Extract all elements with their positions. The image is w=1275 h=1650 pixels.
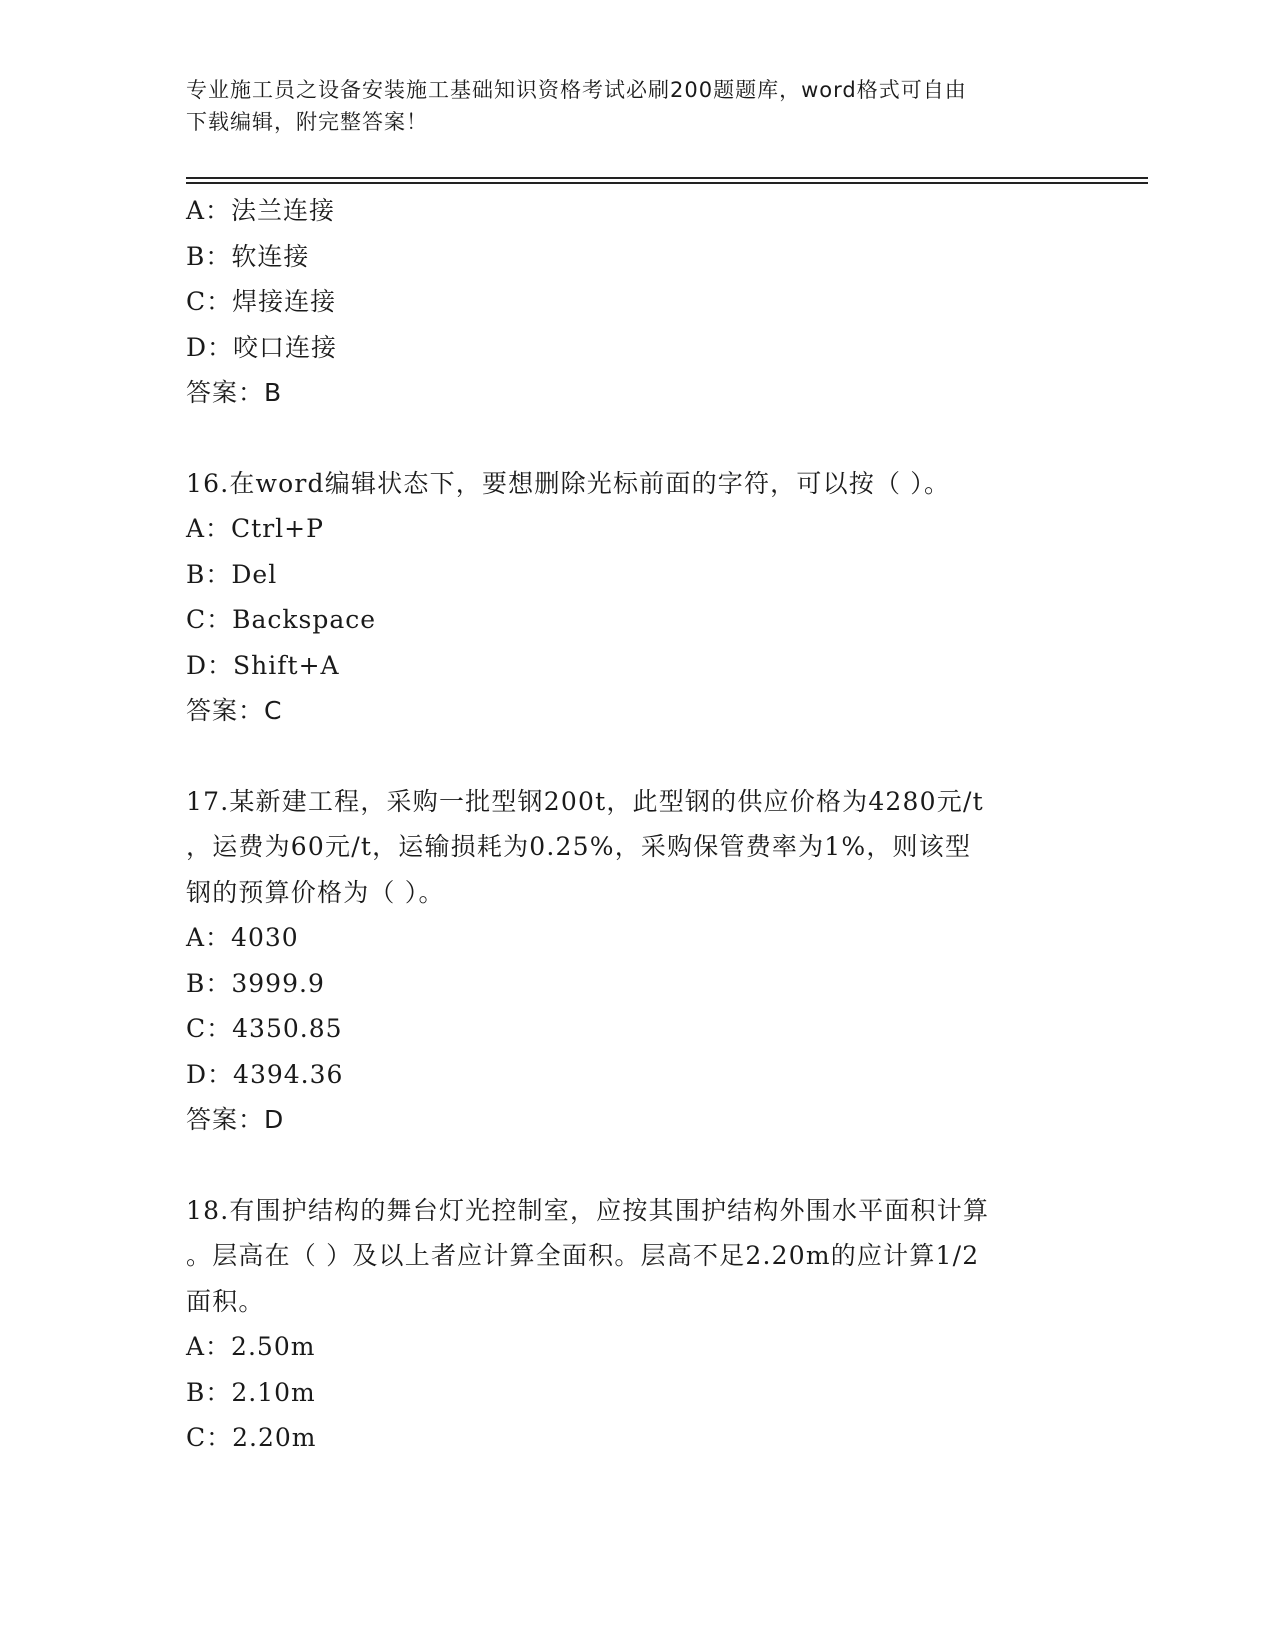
option-b: B：2.10m	[186, 1377, 316, 1407]
stem-line: 。层高在（ ）及以上者应计算全面积。层高不足2.20m的应计算1/2	[186, 1241, 980, 1270]
option-c: C：焊接连接	[186, 287, 337, 316]
spacer	[186, 416, 1086, 461]
option-c: C：2.20m	[186, 1423, 317, 1452]
header-divider-top	[186, 177, 1148, 179]
option-b: B：3999.9	[186, 968, 325, 998]
header-divider-bottom	[186, 182, 1148, 184]
question-list	[186, 188, 1086, 1461]
document-header	[186, 74, 1066, 138]
option-a: A：法兰连接	[186, 196, 336, 225]
option-a: A：2.50m	[186, 1332, 316, 1361]
spacer	[186, 734, 1086, 779]
stem-line: 18.有围护结构的舞台灯光控制室，应按其围护结构外围水平面积计算	[186, 1195, 990, 1225]
option-b: B：软连接	[186, 241, 310, 271]
question-stem	[186, 1188, 1086, 1325]
option-b: B：Del	[186, 559, 278, 589]
question-16	[186, 461, 1086, 734]
question-17	[186, 779, 1086, 1143]
question-18	[186, 1188, 1086, 1461]
question-15	[186, 188, 1086, 416]
header-line-1: 专业施工员之设备安装施工基础知识资格考试必刷200题题库，word格式可自由	[186, 78, 967, 102]
option-d: D：咬口连接	[186, 332, 338, 362]
option-c: C：4350.85	[186, 1014, 343, 1043]
stem-line: 钢的预算价格为（ ）。	[186, 877, 445, 907]
question-stem	[186, 779, 1086, 916]
option-a: A：Ctrl+P	[186, 514, 324, 543]
option-c: C：Backspace	[186, 605, 377, 634]
answer: 答案：D	[186, 1105, 285, 1134]
stem-line: 16.在word编辑状态下，要想删除光标前面的字符，可以按（ ）。	[186, 468, 951, 498]
answer: 答案：C	[186, 696, 283, 725]
header-line-2: 下载编辑，附完整答案！	[186, 110, 428, 134]
spacer	[186, 1143, 1086, 1188]
option-a: A：4030	[186, 923, 299, 952]
stem-line: 17.某新建工程，采购一批型钢200t，此型钢的供应价格为4280元/t	[186, 786, 984, 816]
option-d: D：Shift+A	[186, 650, 340, 680]
answer: 答案：B	[186, 378, 283, 407]
stem-line: ，运费为60元/t，运输损耗为0.25%，采购保管费率为1%，则该型	[186, 832, 972, 861]
option-d: D：4394.36	[186, 1059, 344, 1089]
question-stem	[186, 461, 1086, 507]
stem-line: 面积。	[186, 1286, 265, 1316]
